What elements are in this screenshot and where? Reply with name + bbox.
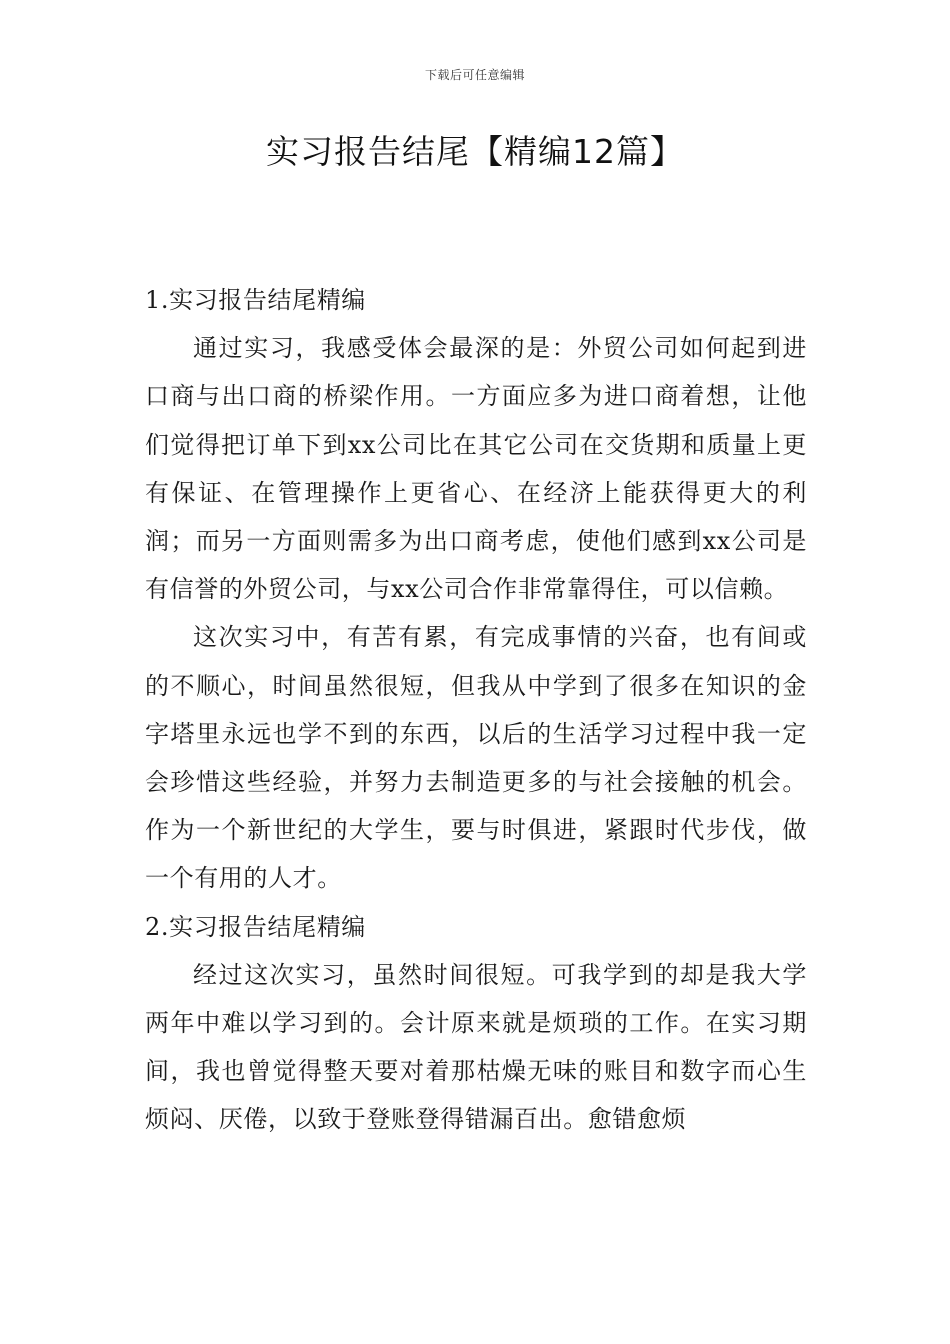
paragraph: 经过这次实习，虽然时间很短。可我学到的却是我大学两年中难以学习到的。会计原来就是烦琐的工作。在实习期间，我也曾觉得整天要对着那枯燥无味的账目和数字而心生烦闷、厌倦，以致于登账登得错漏百出。愈错愈烦	[145, 960, 807, 1134]
section-2	[145, 903, 807, 1144]
paragraph: 这次实习中，有苦有累，有完成事情的兴奋，也有间或的不顺心，时间虽然很短，但我从中学到了很多在知识的金字塔里永远也学不到的东西，以后的生活学习过程中我一定会珍惜这些经验，并努力去制造更多的与社会接触的机会。作为一个新世纪的大学生，要与时俱进，紧跟时代步伐，做一个有用的人才。	[145, 623, 807, 893]
page-header-note: 下载后可任意编辑	[424, 68, 525, 82]
paragraph: 通过实习，我感受体会最深的是：外贸公司如何起到进口商与出口商的桥梁作用。一方面应多为进口商着想，让他们觉得把订单下到xx公司比在其它公司在交货期和质量上更有保证、在管理操作上更省心、在经济上能获得更大的利润；而另一方面则需多为出口商考虑，使他们感到xx公司是有信誉的外贸公司，与xx公司合作非常靠得住，可以信赖。	[145, 334, 807, 604]
section-heading: 2.实习报告结尾精编	[145, 912, 366, 941]
document-body	[145, 276, 807, 1144]
document-title: 实习报告结尾【精编12篇】	[266, 132, 684, 171]
section-heading: 1.实习报告结尾精编	[145, 286, 366, 314]
section-1	[145, 276, 807, 903]
